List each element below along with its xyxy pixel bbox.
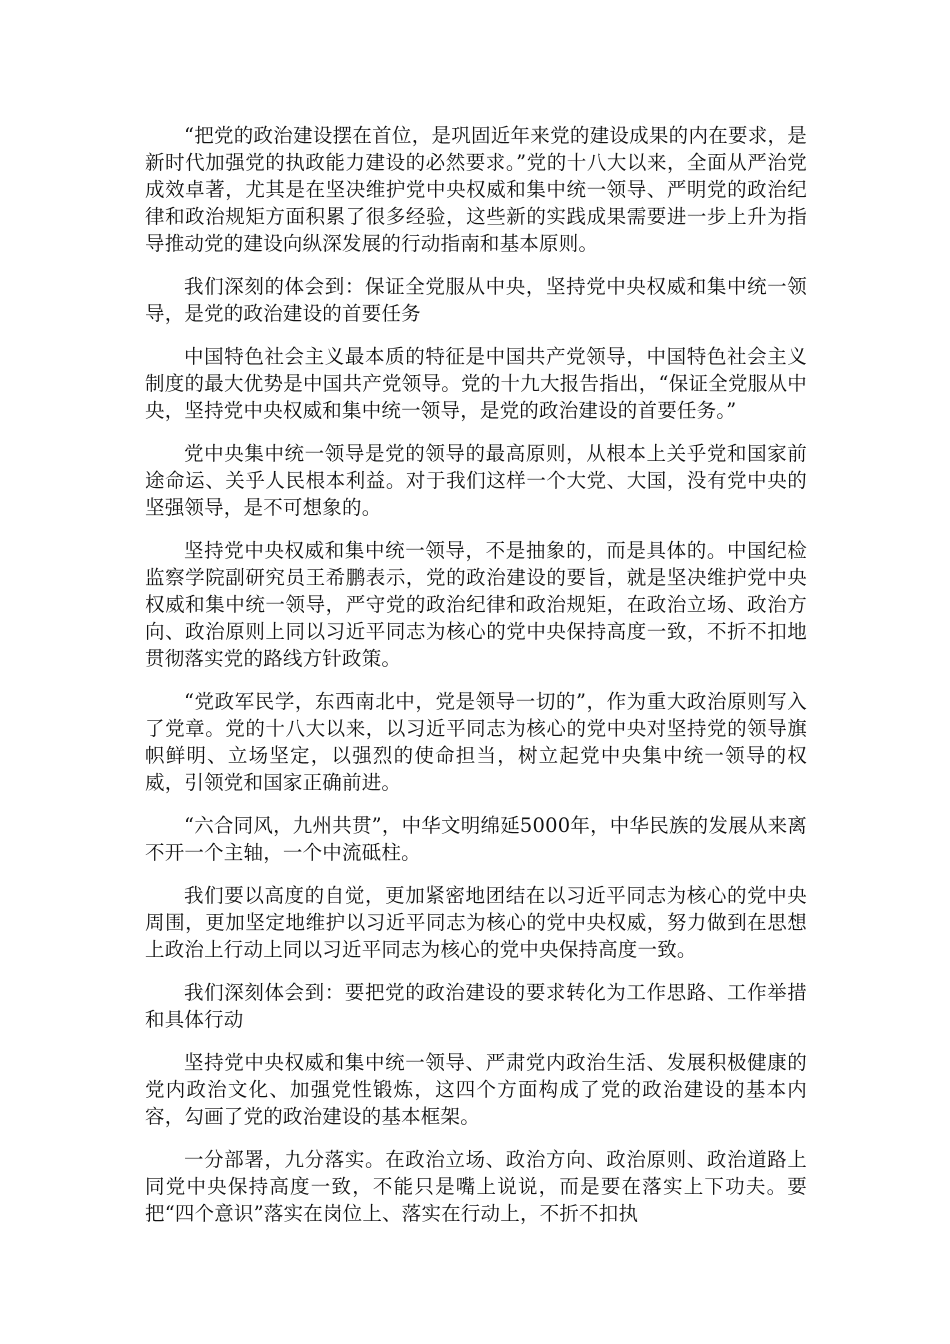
paragraph-6: “党政军民学，东西南北中，党是领导一切的”，作为重大政治原则写入了党章。党的十八大以来，以习近平同志为核心的党中央对坚持党的领导旗帜鲜明、立场坚定，以强烈的使命担当，树立起党中央集中统一领导的权威，引领党和国家正确前进。 <box>145 690 807 794</box>
document-page <box>145 122 807 1243</box>
paragraph-11: 一分部署，九分落实。在政治立场、政治方向、政治原则、政治道路上同党中央保持高度一致，不能只是嘴上说说，而是要在落实上下功夫。要把“四个意识”落实在岗位上、落实在行动上，不折不扣执 <box>145 1148 807 1225</box>
paragraph-7: “六合同风，九州共贯”，中华文明绵延5000年，中华民族的发展从来离不开一个主轴，一个中流砥柱。 <box>145 814 807 864</box>
paragraph-5: 坚持党中央权威和集中统一领导，不是抽象的，而是具体的。中国纪检监察学院副研究员王希鹏表示，党的政治建设的要旨，就是坚决维护党中央权威和集中统一领导，严守党的政治纪律和政治规矩，在政治立场、政治方向、政治原则上同以习近平同志为核心的党中央保持高度一致，不折不扣地贯彻落实党的路线方针政策。 <box>145 539 807 670</box>
paragraph-1: “把党的政治建设摆在首位，是巩固近年来党的建设成果的内在要求，是新时代加强党的执政能力建设的必然要求。”党的十八大以来，全面从严治党成效卓著，尤其是在坚决维护党中央权威和集中统一领导、严明党的政治纪律和政治规矩方面积累了很多经验，这些新的实践成果需要进一步上升为指导推动党的建设向纵深发展的行动指南和基本原则。 <box>145 124 807 255</box>
paragraph-10: 坚持党中央权威和集中统一领导、严肃党内政治生活、发展积极健康的党内政治文化、加强党性锻炼，这四个方面构成了党的政治建设的基本内容，勾画了党的政治建设的基本框架。 <box>145 1051 807 1128</box>
paragraph-4: 党中央集中统一领导是党的领导的最高原则，从根本上关乎党和国家前途命运、关乎人民根本利益。对于我们这样一个大党、大国，没有党中央的坚强领导，是不可想象的。 <box>145 442 807 519</box>
paragraph-3: 中国特色社会主义最本质的特征是中国共产党领导，中国特色社会主义制度的最大优势是中国共产党领导。党的十九大报告指出，“保证全党服从中央，坚持党中央权威和集中统一领导，是党的政治建设的首要任务。” <box>145 345 807 422</box>
paragraph-9: 我们深刻体会到：要把党的政治建设的要求转化为工作思路、工作举措和具体行动 <box>145 981 807 1031</box>
paragraph-8: 我们要以高度的自觉，更加紧密地团结在以习近平同志为核心的党中央周围，更加坚定地维护以习近平同志为核心的党中央权威，努力做到在思想上政治上行动上同以习近平同志为核心的党中央保持高度一致。 <box>145 884 807 961</box>
paragraph-2: 我们深刻的体会到：保证全党服从中央，坚持党中央权威和集中统一领导，是党的政治建设的首要任务 <box>145 275 807 325</box>
